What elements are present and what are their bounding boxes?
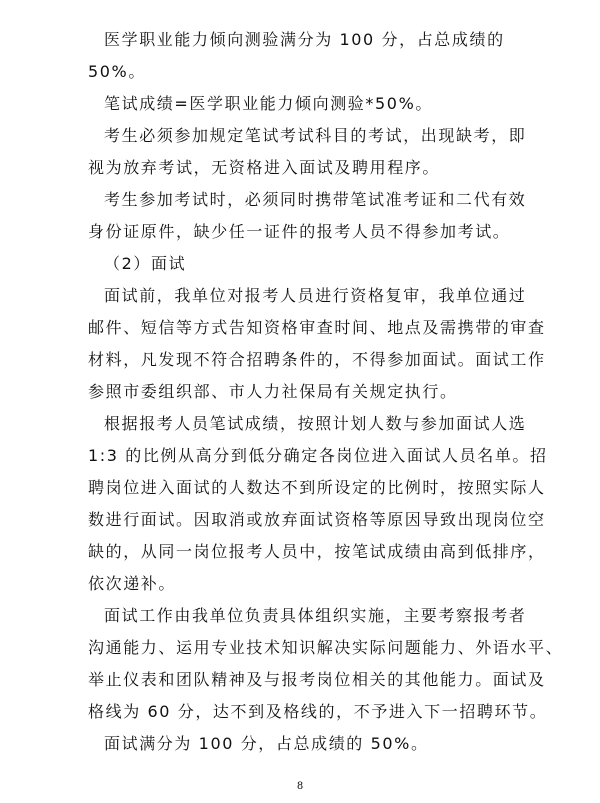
text-line: 考生参加考试时，必须同时携带笔试准考证和二代有效 bbox=[104, 190, 527, 209]
page-number: 8 bbox=[296, 781, 304, 792]
text-line: 沟通能力、运用专业技术知识解决实际问题能力、外语水平、 bbox=[88, 638, 564, 657]
text-line: 面试工作由我单位负责具体组织实施，主要考察报考者 bbox=[104, 606, 527, 625]
text-line: 缺的，从同一岗位报考人员中，按笔试成绩由高到低排序， bbox=[88, 542, 546, 561]
text-line: 医学职业能力倾向测验满分为 100 分，占总成绩的 bbox=[104, 30, 505, 49]
text-line: 依次递补。 bbox=[88, 574, 177, 593]
section-heading-interview: （2）面试 bbox=[104, 254, 187, 273]
text-line: 身份证原件，缺少任一证件的报考人员不得参加考试。 bbox=[88, 222, 511, 241]
text-line: 笔试成绩=医学职业能力倾向测验*50%。 bbox=[104, 94, 433, 113]
text-line: 根据报考人员笔试成绩，按照计划人数与参加面试人选 bbox=[104, 414, 527, 433]
text-line: 参照市委组织部、市人力社保局有关规定执行。 bbox=[88, 382, 458, 401]
text-line: 格线为 60 分，达不到及格线的，不予进入下一招聘环节。 bbox=[88, 702, 548, 721]
text-line: 面试满分为 100 分，占总成绩的 50%。 bbox=[104, 734, 429, 753]
text-line: 数进行面试。因取消或放弃面试资格等原因导致出现岗位空 bbox=[88, 510, 546, 529]
text-line: 邮件、短信等方式告知资格审查时间、地点及需携带的审查 bbox=[88, 318, 546, 337]
text-line: 视为放弃考试，无资格进入面试及聘用程序。 bbox=[88, 158, 441, 177]
text-line: 考生必须参加规定笔试考试科目的考试，出现缺考，即 bbox=[104, 126, 527, 145]
document-body bbox=[88, 24, 564, 760]
text-line: 50%。 bbox=[88, 62, 146, 81]
text-line: 1:3 的比例从高分到低分确定各岗位进入面试人员名单。招 bbox=[88, 446, 548, 465]
text-line: 举止仪表和团队精神及与报考岗位相关的其他能力。面试及 bbox=[88, 670, 546, 689]
text-line: 聘岗位进入面试的人数达不到所设定的比例时，按照实际人 bbox=[88, 478, 546, 497]
text-line: 材料，凡发现不符合招聘条件的，不得参加面试。面试工作 bbox=[88, 350, 546, 369]
text-line: 面试前，我单位对报考人员进行资格复审，我单位通过 bbox=[104, 286, 527, 305]
